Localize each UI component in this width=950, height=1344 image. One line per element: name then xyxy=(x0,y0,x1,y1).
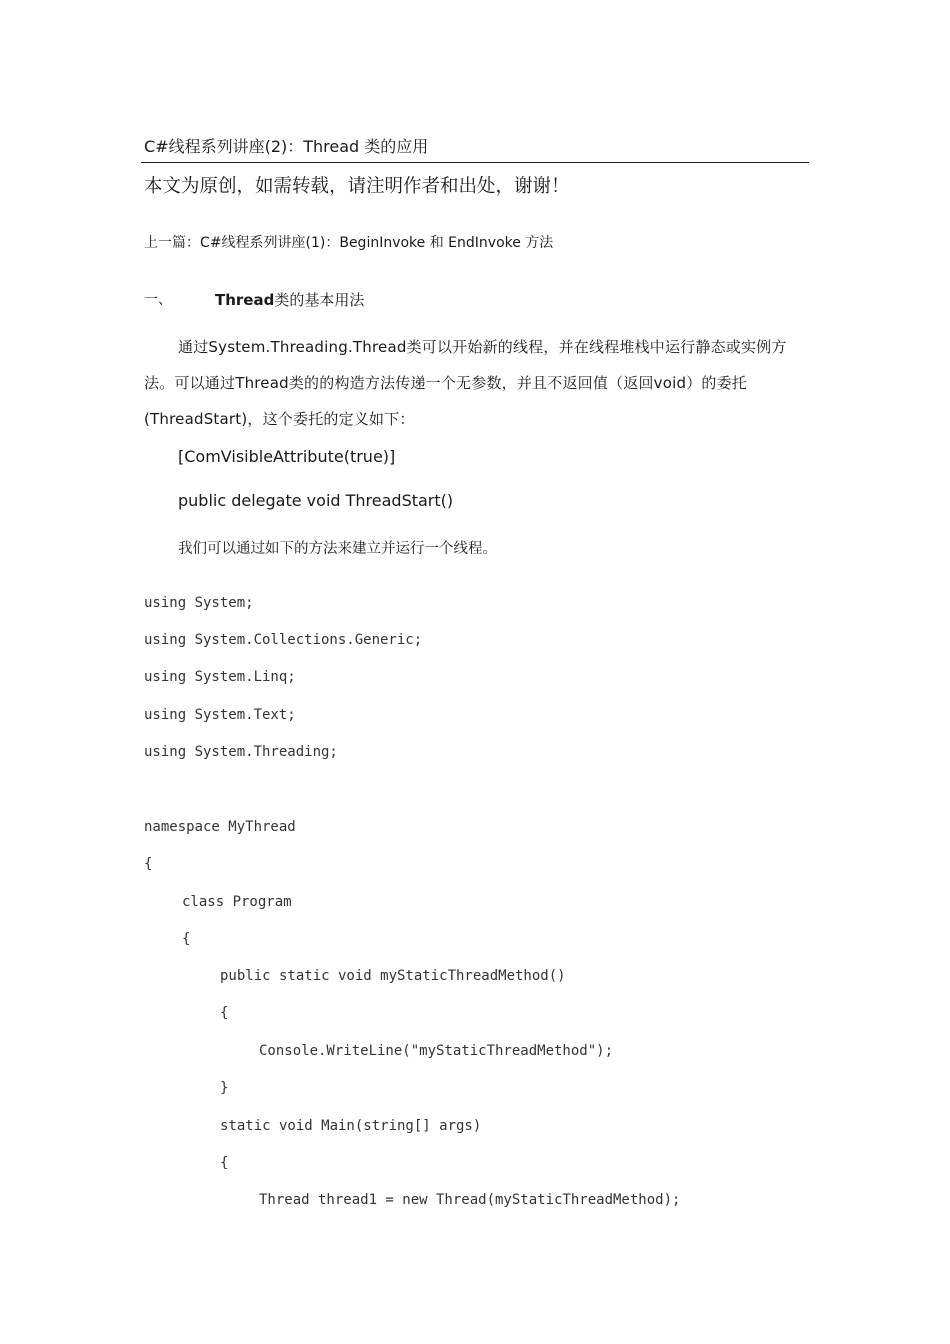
code-line: using System.Threading; xyxy=(144,744,338,760)
attribute-line: [ComVisibleAttribute(true)] xyxy=(178,447,396,466)
run-thread-sentence: 我们可以通过如下的方法来建立并运行一个线程。 xyxy=(178,541,497,557)
code-line: } xyxy=(220,1080,229,1096)
code-line: namespace MyThread xyxy=(144,819,296,835)
code-line: using System.Linq; xyxy=(144,669,296,685)
intro-paragraph: 通过System.Threading.Thread类可以开始新的线程，并在线程堆栈中运行静态或实例方法。可以通过Thread类的的构造方法传递一个无参数，并且不返回值（返回void）的委托(ThreadStart)，这个委托的定义如下： xyxy=(144,338,787,428)
code-line: { xyxy=(220,1005,229,1021)
document-title: C#线程系列讲座(2)：Thread 类的应用 xyxy=(144,137,429,156)
code-line: { xyxy=(144,856,153,872)
code-line: Console.WriteLine("myStaticThreadMethod"); xyxy=(259,1043,614,1059)
code-line: using System; xyxy=(144,595,254,611)
code-line: class Program xyxy=(182,894,292,910)
code-line: Thread thread1 = new Thread(myStaticThreadMethod); xyxy=(259,1192,681,1208)
code-line: { xyxy=(220,1155,229,1171)
section-heading-bold: Thread xyxy=(215,291,275,309)
code-line: public static void myStaticThreadMethod() xyxy=(220,968,566,984)
title-divider xyxy=(141,162,809,163)
code-line: using System.Text; xyxy=(144,707,296,723)
code-line: { xyxy=(182,931,191,947)
section-number: 一、 xyxy=(144,292,172,308)
code-line: using System.Collections.Generic; xyxy=(144,632,423,648)
previous-article-link[interactable]: 上一篇：C#线程系列讲座(1)：BeginInvoke 和 EndInvoke 方法 xyxy=(144,235,554,251)
section-heading-rest: 类的基本用法 xyxy=(274,291,365,309)
code-line: static void Main(string[] args) xyxy=(220,1118,482,1134)
copyright-notice: 本文为原创，如需转载，请注明作者和出处，谢谢！ xyxy=(144,176,570,197)
section-heading xyxy=(215,289,364,310)
delegate-declaration: public delegate void ThreadStart() xyxy=(178,491,454,510)
